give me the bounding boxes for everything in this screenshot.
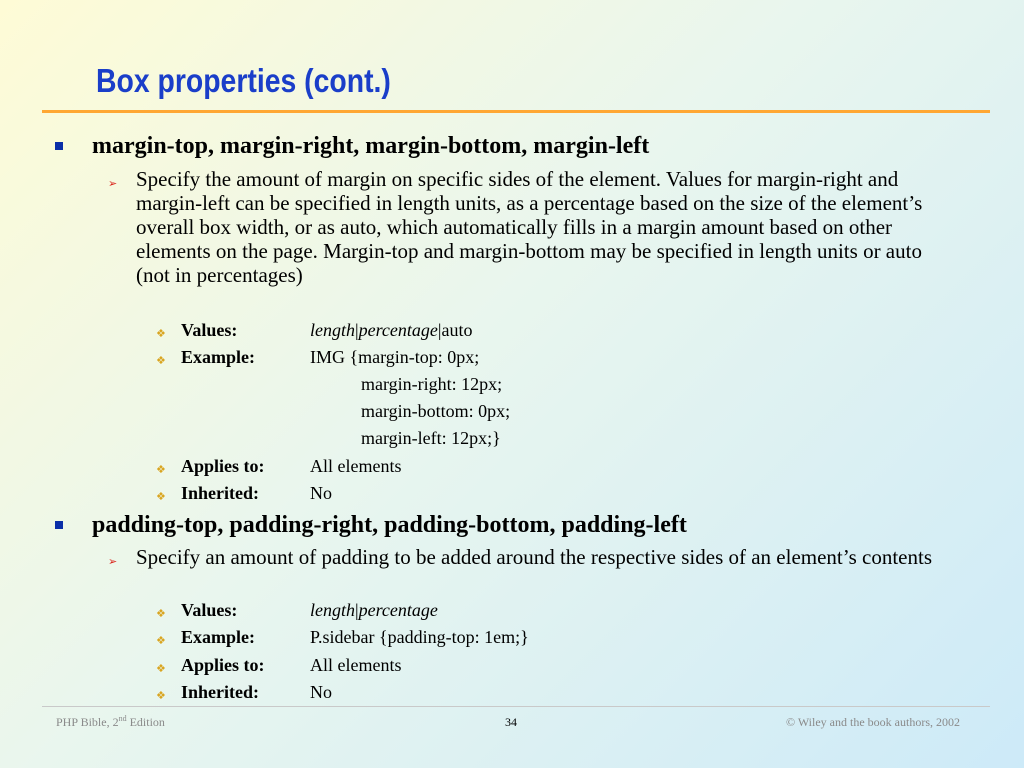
property-value: All elements <box>310 456 402 476</box>
title-divider <box>42 110 990 113</box>
diamond-bullet-icon: ❖ <box>156 354 166 367</box>
diamond-bullet-icon: ❖ <box>156 607 166 620</box>
property-value: No <box>310 483 332 503</box>
section-heading-text: padding-top, padding-right, padding-bottom, padding-left <box>92 512 687 538</box>
example-continuation-line: margin-bottom: 0px; <box>361 401 511 421</box>
slide-title: Box properties (cont.) <box>96 62 391 99</box>
property-value: length|percentage|auto <box>310 320 473 340</box>
square-bullet-icon <box>55 142 63 150</box>
footer-divider <box>42 706 990 707</box>
property-label: Values: <box>181 320 238 340</box>
property-value: All elements <box>310 655 402 675</box>
property-label: Inherited: <box>181 682 259 702</box>
arrow-bullet-icon: ➢ <box>108 555 118 568</box>
arrow-bullet-icon: ➢ <box>108 177 118 190</box>
property-value: No <box>310 682 332 702</box>
section-heading-padding <box>92 511 687 539</box>
diamond-bullet-icon: ❖ <box>156 662 166 675</box>
property-value: P.sidebar {padding-top: 1em;} <box>310 627 529 647</box>
diamond-bullet-icon: ❖ <box>156 689 166 702</box>
footer-book-title: PHP Bible, 2nd Edition <box>56 714 165 729</box>
diamond-bullet-icon: ❖ <box>156 463 166 476</box>
property-label: Example: <box>181 627 255 647</box>
diamond-bullet-icon: ❖ <box>156 490 166 503</box>
property-value: IMG {margin-top: 0px; <box>310 347 480 367</box>
footer-copyright: © Wiley and the book authors, 2002 <box>785 715 960 729</box>
diamond-bullet-icon: ❖ <box>156 327 166 340</box>
property-value: length|percentage <box>310 600 438 620</box>
example-continuation-line: margin-right: 12px; <box>361 374 503 394</box>
property-label: Applies to: <box>181 456 265 476</box>
section-description-margin <box>108 167 956 287</box>
property-label: Values: <box>181 600 238 620</box>
footer-page-number: 34 <box>505 715 517 729</box>
property-label: Inherited: <box>181 483 259 503</box>
section-description-text: Specify the amount of margin on specific sides of the element. Values for margin-right and margin-left can be specified in length units, as a percentage based on the size of the element’s overall box width, or as auto, which automatically fills in a margin amount based on other elements on the page. Margin-top and margin-bottom may be specified in length units or auto (not in percentages) <box>136 167 923 287</box>
section-heading-text: margin-top, margin-right, margin-bottom, margin-left <box>92 133 650 159</box>
section-heading-margin <box>92 132 649 160</box>
property-label: Applies to: <box>181 655 265 675</box>
square-bullet-icon <box>55 521 63 529</box>
diamond-bullet-icon: ❖ <box>156 634 166 647</box>
example-continuation-line: margin-left: 12px;} <box>361 428 501 448</box>
section-description-padding <box>108 545 956 569</box>
property-label: Example: <box>181 347 255 367</box>
section-description-text: Specify an amount of padding to be added around the respective sides of an element’s contents <box>136 545 933 569</box>
